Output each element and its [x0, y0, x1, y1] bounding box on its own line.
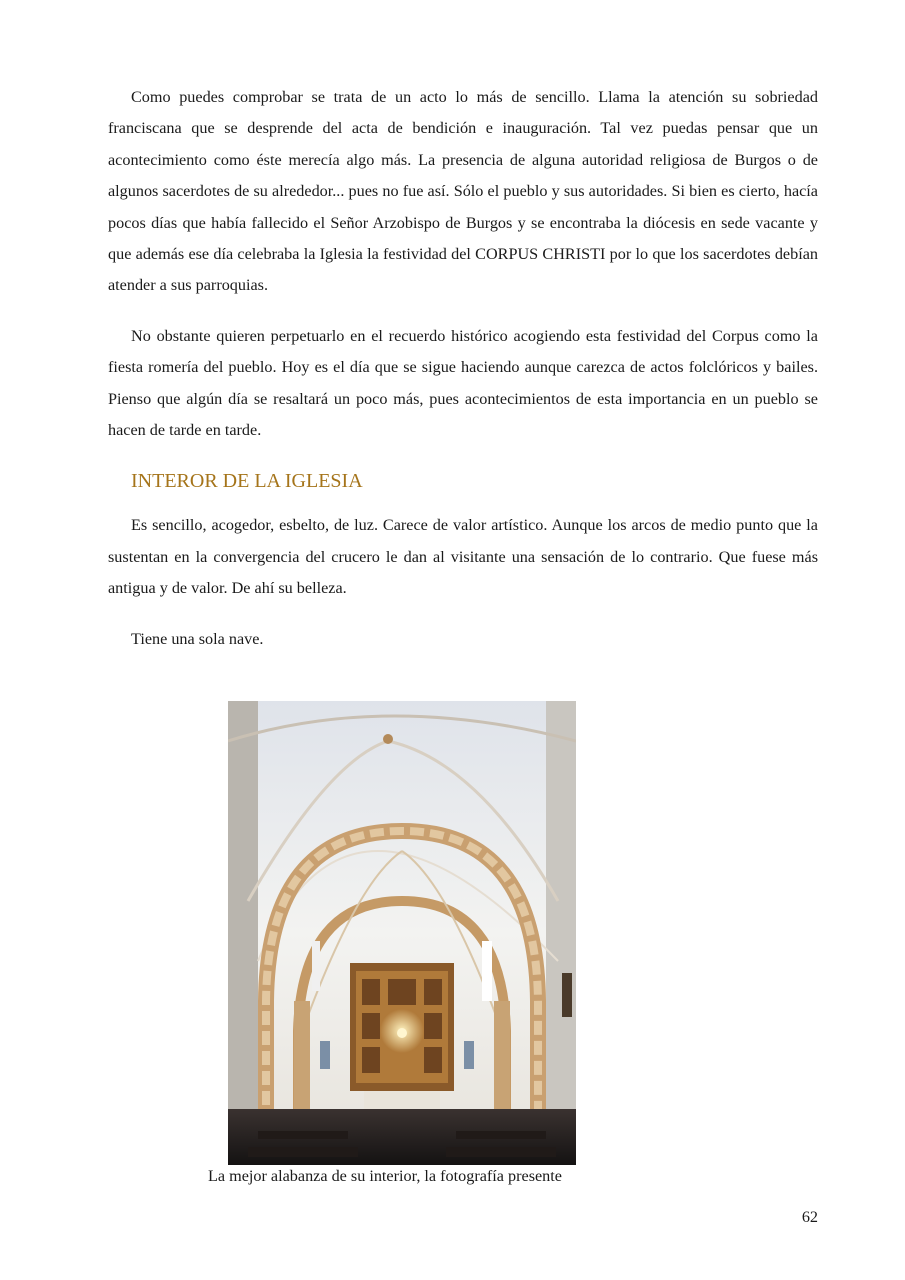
section-heading: INTEROR DE LA IGLESIA	[131, 470, 363, 493]
figure-caption: La mejor alabanza de su interior, la fotografía presente	[208, 1167, 562, 1185]
page-number: 62	[801, 1208, 818, 1226]
paragraph-3: Es sencillo, acogedor, esbelto, de luz. Carece de valor artístico. Aunque los arcos de medio punto que la sustentan en la convergencia del crucero le dan al visitante una sensación de lo contrario. Que fuese más antigua y de valor. De ahí su belleza.	[108, 516, 818, 598]
paragraph-1: Como puedes comprobar se trata de un acto lo más de sencillo. Llama la atención su sobriedad franciscana que se desprende del acta de bendición e inauguración. Tal vez puedas pensar que un acontecimiento como éste merecía algo más. La presencia de alguna autoridad religiosa de Burgos o de algunos sacerdotes de su alrededor... pues no fue así. Sólo el pueblo y sus autoridades. Si bien es cierto, hacía pocos días que había fallecido el Señor Arzobispo de Burgos y se encontraba la diócesis en sede vacante y que además ese día celebraba la Iglesia la festividad del CORPUS CHRISTI por lo que los sacerdotes debían atender a sus parroquias.	[108, 88, 818, 295]
paragraph-4: Tiene una sola nave.	[131, 629, 264, 648]
church-interior-photo	[228, 701, 576, 1165]
document-body	[108, 82, 818, 674]
paragraph-2: No obstante quieren perpetuarlo en el recuerdo histórico acogiendo esta festividad del Corpus como la fiesta romería del pueblo. Hoy es el día que se sigue haciendo aunque carezca de actos folclóricos y bailes. Pienso que algún día se resaltará un poco más, pues acontecimientos de esta importancia en un pueblo se hacen de tarde en tarde.	[108, 326, 818, 440]
